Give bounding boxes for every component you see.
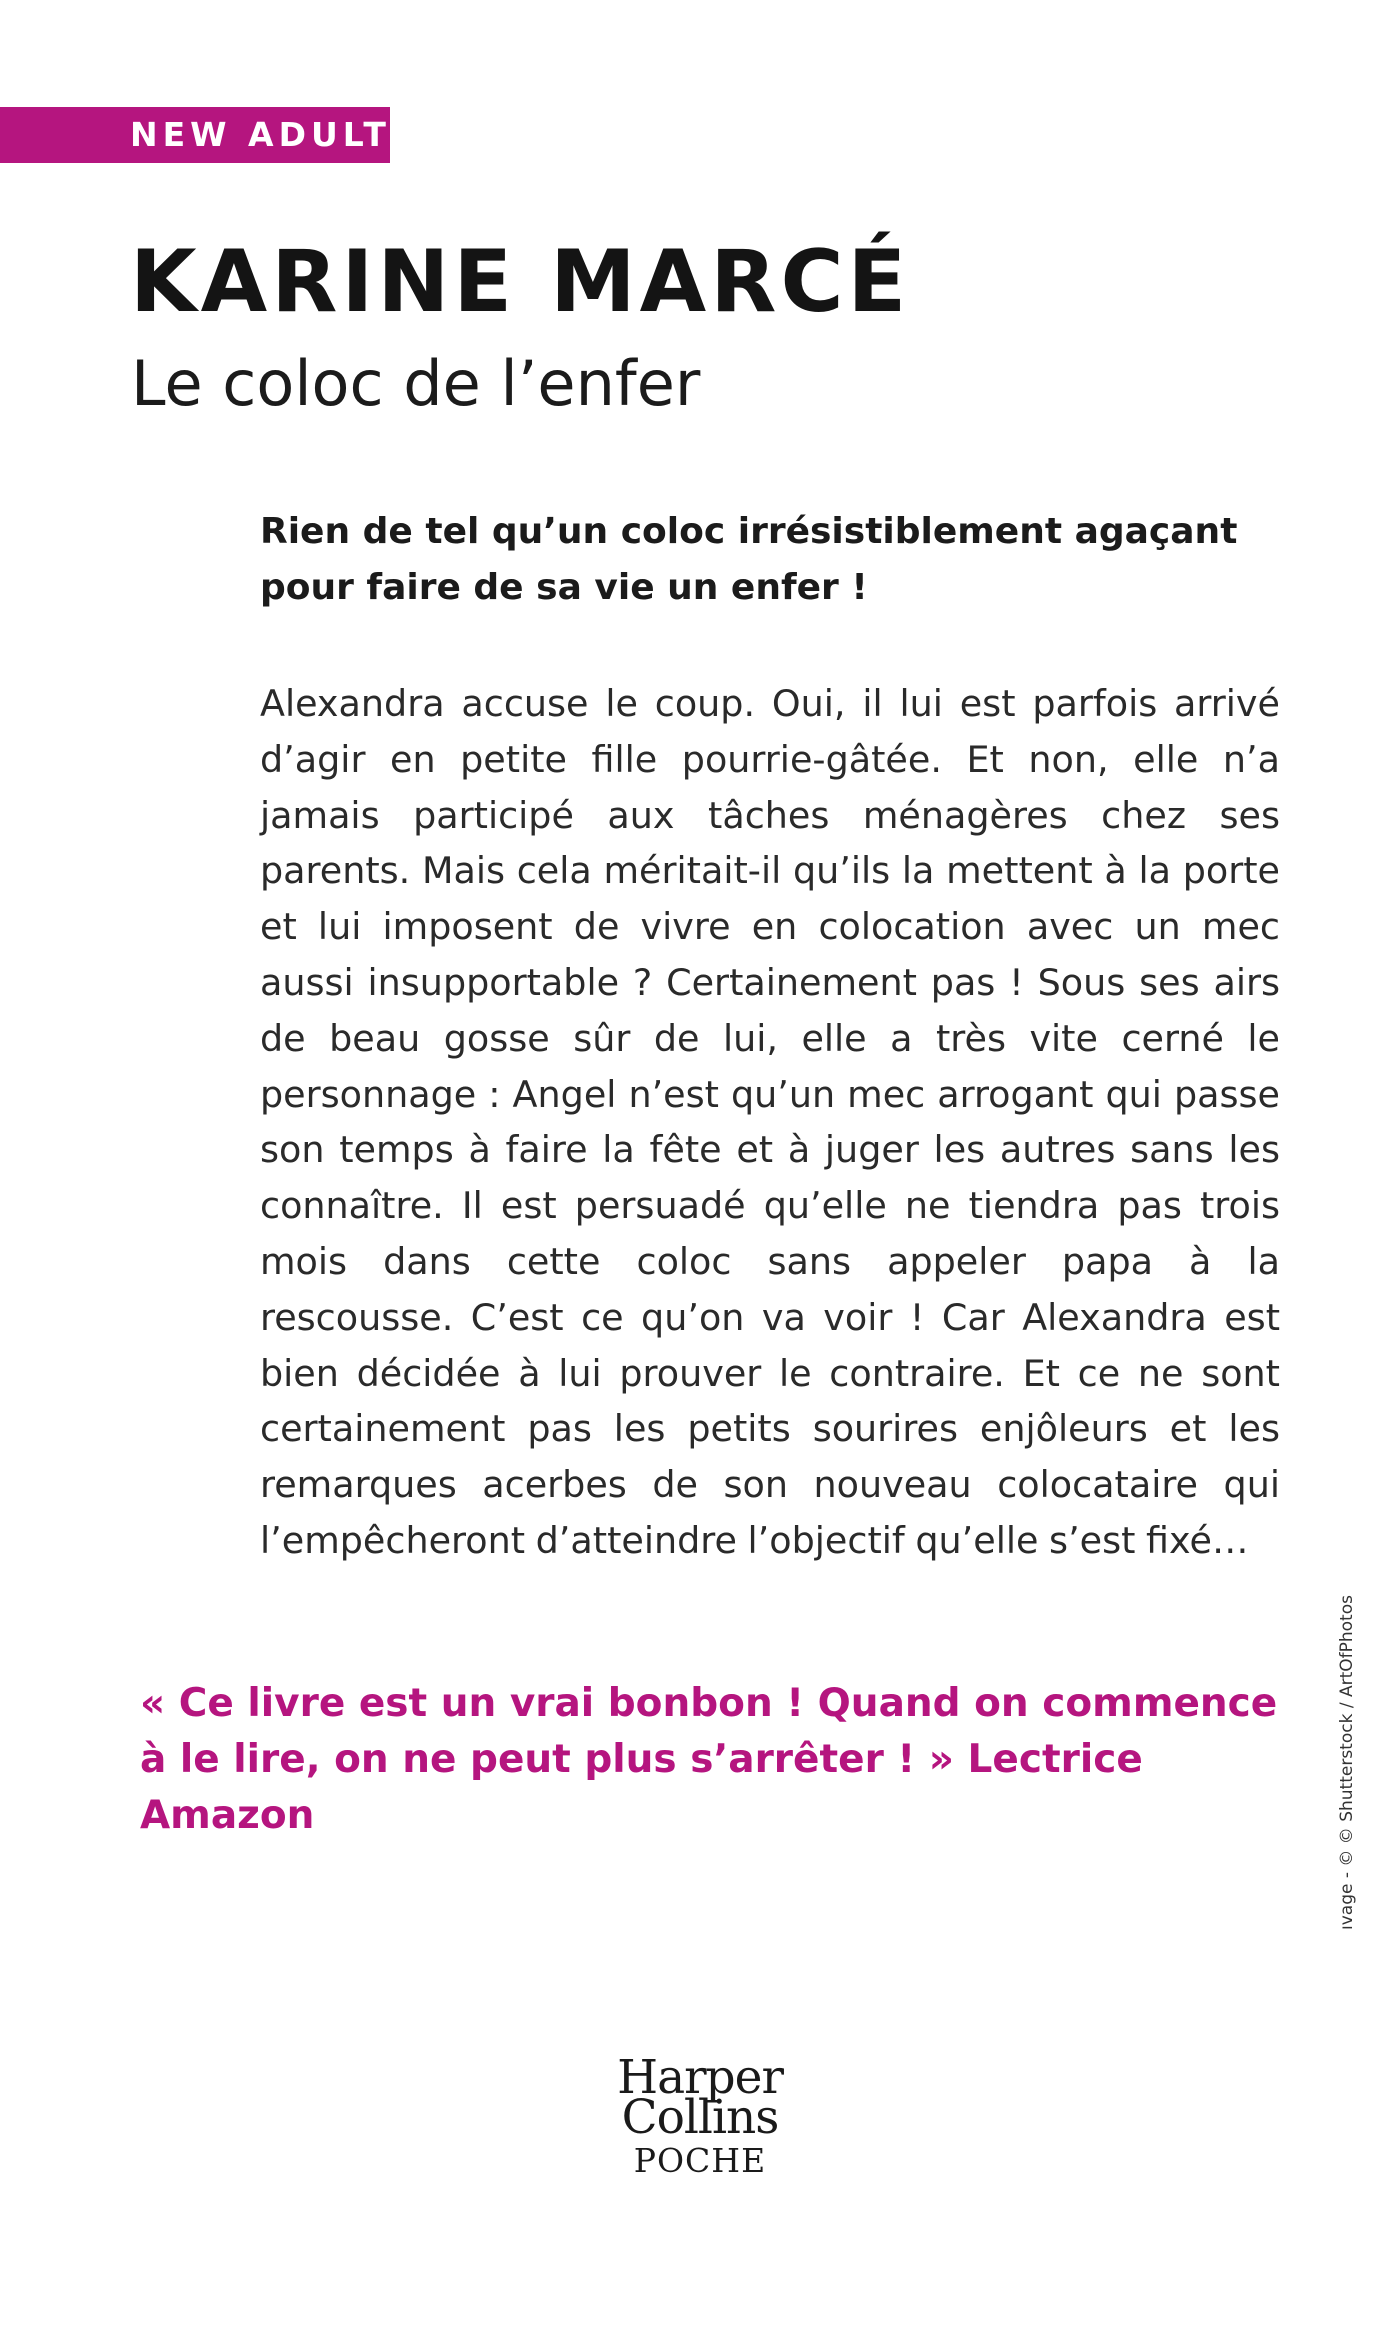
publisher-logo-line-1: Harper [617,2050,783,2105]
publisher-logo-line-2: Collins [621,2090,779,2145]
publisher-logo-line-3: POCHE [633,2141,767,2180]
genre-banner [0,107,390,163]
genre-label: NEW ADULT [130,115,391,154]
reader-quote: « Ce livre est un vrai bonbon ! Quand on commence à le lire, on ne peut plus s’arrêter ! » Lectrice Amazon [140,1681,1278,1838]
publisher-logo [600,2050,800,2184]
tagline: Rien de tel qu’un coloc irrésistiblement agaçant pour faire de sa vie un enfer ! [260,511,1238,608]
photo-credit: ıvage - © © Shutterstock / ArtOfPhotos [1337,1595,1357,1930]
book-title: Le coloc de l’enfer [131,347,701,420]
author-name: KARINE MARCÉ [130,232,911,332]
blurb-text: Alexandra accuse le coup. Oui, il lui est parfois arrivé d’agir en petite fille pourrie-gâtée. Et non, elle n’a jamais participé aux tâches ménagères chez ses parents. Mais cela méritait-il qu’ils la mettent à la porte et lui imposent de vivre en colocation avec un mec aussi insupportable ? Certainement pas ! Sous ses airs de beau gosse sûr de lui, elle a très vite cerné le personnage : Angel n’est qu’un mec arrogant qui passe son temps à faire la fête et à juger les autres sans les connaître. Il est persuadé qu’elle ne tiendra pas trois mois dans cette coloc sans appeler papa à la rescousse. C’est ce qu’on va voir ! Car Alexandra est bien décidée à lui prouver le contraire. Et ce ne sont certainement pas les petits sourires enjôleurs et les remarques acerbes de son nouveau colocataire qui l’empêcheront d’atteindre l’objectif qu’elle s’est fixé… [260,682,1280,1562]
